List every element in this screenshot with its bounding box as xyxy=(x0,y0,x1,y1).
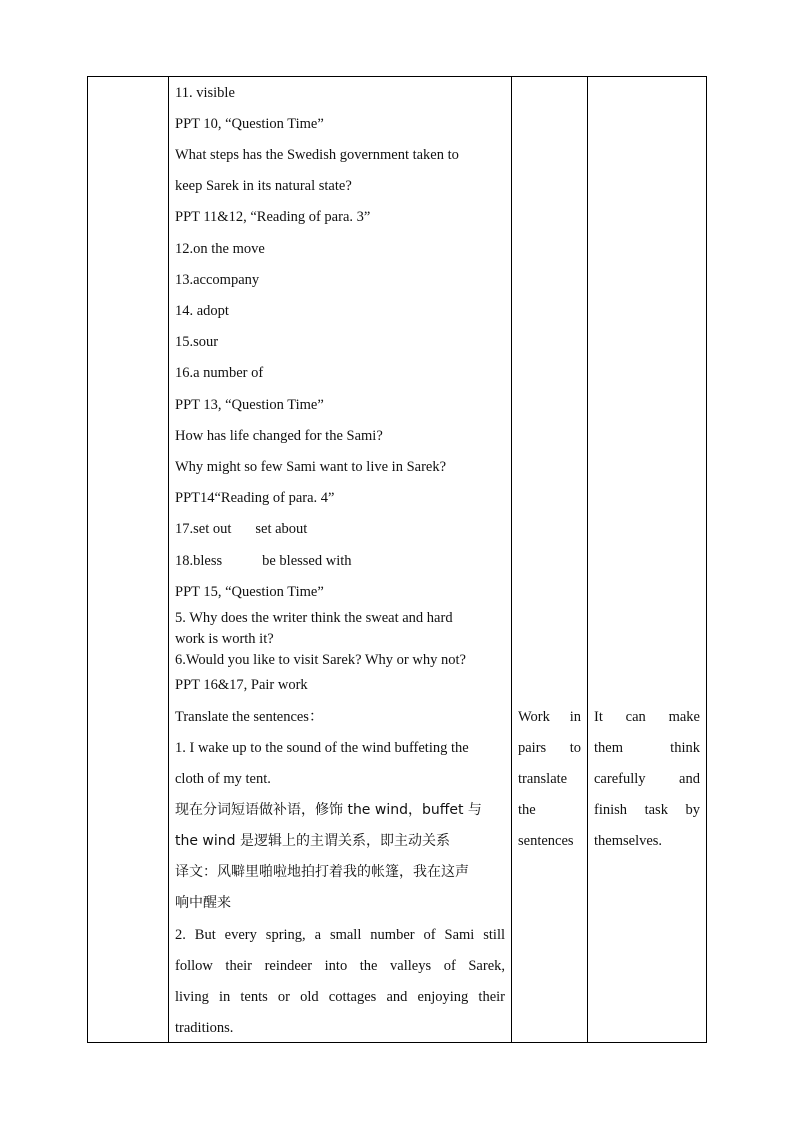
procedure-line: 现在分词短语做补语，修饰 the wind，buffet 与 xyxy=(175,802,482,818)
phrase: set about xyxy=(255,521,308,537)
purpose-line: finish task by xyxy=(594,802,700,818)
activity-line: sentences xyxy=(518,833,574,849)
column-divider xyxy=(168,77,169,1042)
activity-line: the xyxy=(518,802,536,818)
procedure-line: 2. But every spring, a small number of Sami still xyxy=(175,927,505,943)
procedure-line: Why might so few Sami want to live in Sarek? xyxy=(175,459,447,475)
procedure-line: traditions. xyxy=(175,1020,234,1036)
lesson-plan-table xyxy=(87,76,707,1043)
procedure-line: PPT14“Reading of para. 4” xyxy=(175,490,335,506)
procedure-line: 译文：风噼里啪啦地拍打着我的帐篷，我在这声 xyxy=(175,864,469,880)
procedure-line: the wind 是逻辑上的主谓关系，即主动关系 xyxy=(175,833,450,849)
procedure-line: Translate the sentences： xyxy=(175,709,324,725)
procedure-line xyxy=(175,552,352,570)
phrase: 18.bless xyxy=(175,553,223,569)
procedure-line: How has life changed for the Sami? xyxy=(175,428,383,444)
purpose-line: themselves. xyxy=(594,833,663,849)
procedure-line: 6.Would you like to visit Sarek? Why or why not? xyxy=(175,652,466,668)
procedure-line: cloth of my tent. xyxy=(175,771,271,787)
purpose-line: them think xyxy=(594,740,700,756)
procedure-line: 1. I wake up to the sound of the wind buffeting the xyxy=(175,740,469,756)
activity-line: Work in xyxy=(518,709,581,725)
phrase: be blessed with xyxy=(262,553,352,569)
procedure-line xyxy=(175,520,307,538)
phrase: 17.set out xyxy=(175,521,232,537)
procedure-line: PPT 15, “Question Time” xyxy=(175,584,324,600)
column-divider xyxy=(587,77,588,1042)
procedure-line: 11. visible xyxy=(175,85,235,101)
procedure-line: PPT 13, “Question Time” xyxy=(175,397,324,413)
procedure-line: 响中醒来 xyxy=(175,895,231,911)
column-divider xyxy=(511,77,512,1042)
procedure-line: PPT 11&12, “Reading of para. 3” xyxy=(175,209,371,225)
procedure-line: 16.a number of xyxy=(175,365,264,381)
procedure-line: PPT 10, “Question Time” xyxy=(175,116,324,132)
procedure-line: 14. adopt xyxy=(175,303,229,319)
purpose-line: It can make xyxy=(594,709,700,725)
procedure-line: What steps has the Swedish government taken to xyxy=(175,147,459,163)
procedure-line: 12.on the move xyxy=(175,241,265,257)
procedure-line: 15.sour xyxy=(175,334,219,350)
procedure-line: 5. Why does the writer think the sweat and hard xyxy=(175,610,453,626)
procedure-line: PPT 16&17, Pair work xyxy=(175,677,308,693)
procedure-line: work is worth it? xyxy=(175,631,274,647)
procedure-line: follow their reindeer into the valleys of Sarek, xyxy=(175,958,505,974)
procedure-line: keep Sarek in its natural state? xyxy=(175,178,352,194)
purpose-line: carefully and xyxy=(594,771,700,787)
procedure-line: 13.accompany xyxy=(175,272,260,288)
activity-line: pairs to xyxy=(518,740,581,756)
procedure-line: living in tents or old cottages and enjoying their xyxy=(175,989,505,1005)
activity-line: translate xyxy=(518,771,568,787)
